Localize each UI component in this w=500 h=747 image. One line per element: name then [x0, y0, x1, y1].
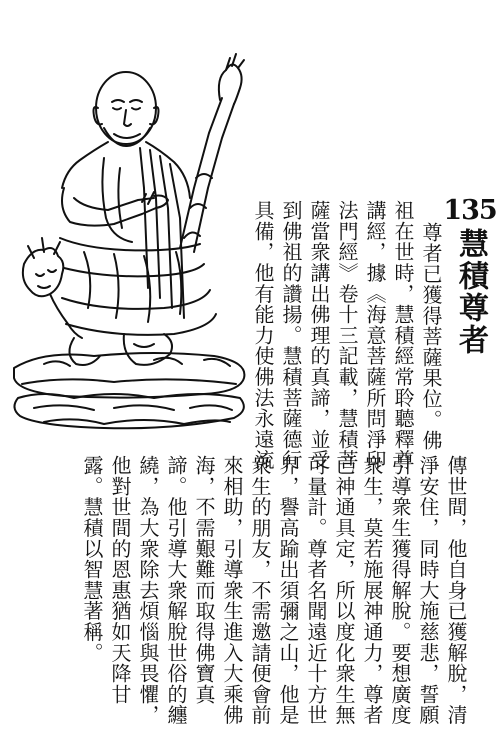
- text-column: 引導衆生獲得解脫。要想廣度: [388, 455, 412, 726]
- text-column: 界，譽高踰出須彌之山，他是: [276, 455, 300, 726]
- entry-heading: [443, 195, 497, 397]
- text-column: 尊者已獲得菩薩果位。佛: [419, 222, 443, 451]
- text-column: 諦。他引導大衆解脫世俗的纏: [164, 455, 188, 726]
- text-column: 傳世間，他自身已獲解脫，清: [444, 455, 468, 726]
- text-column: 具備，他有能力使佛法永遠流: [251, 200, 275, 471]
- text-column: 已神通具定，所以度化衆生無: [332, 455, 356, 726]
- text-column: 講經，據《海意菩薩所問淨印: [363, 200, 387, 471]
- text-column: 淨安住，同時大施慈悲，誓願: [416, 455, 440, 726]
- upper-text-block: [249, 200, 445, 471]
- text-column: 露。慧積以智慧著稱。: [80, 455, 104, 663]
- arhat-illustration: [4, 38, 254, 438]
- text-column: 薩當衆講出佛理的真諦，並受: [307, 200, 331, 471]
- lower-text-block: [78, 455, 470, 735]
- text-column: 衆生的朋友，不需邀請便會前: [248, 455, 272, 726]
- entry-number: 135: [443, 195, 497, 226]
- text-column: 祖在世時，慧積經常聆聽釋尊: [391, 200, 415, 471]
- text-column: 衆生，莫若施展神通力，尊者: [360, 455, 384, 726]
- text-column: 來相助，引導衆生進入大乘佛: [220, 455, 244, 726]
- entry-title: 慧積尊者: [453, 228, 488, 356]
- text-column: 法門經》卷十三記載，慧積菩: [335, 200, 359, 471]
- text-column: 可量計。尊者名聞遠近十方世: [304, 455, 328, 726]
- text-column: 他對世間的恩惠猶如天降甘: [108, 455, 132, 705]
- text-column: 到佛祖的讚揚。慧積菩薩德行: [279, 200, 303, 471]
- text-column: 繞，為大衆除去煩惱與畏懼，: [136, 455, 160, 726]
- text-column: 海，不需艱難而取得佛寶真: [192, 455, 216, 705]
